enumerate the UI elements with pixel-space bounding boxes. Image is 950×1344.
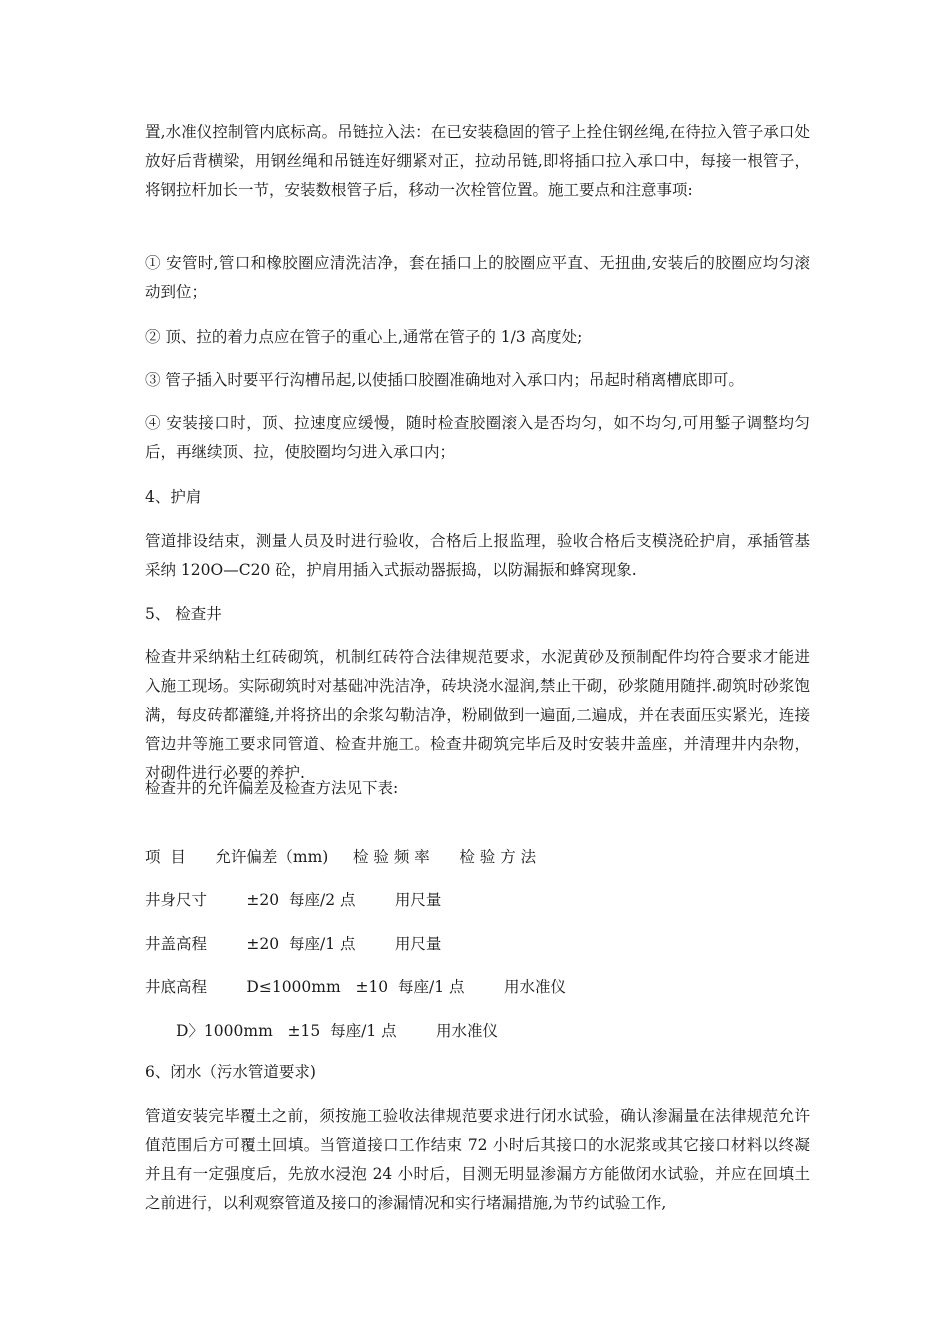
list-item-3: ③ 管子插入时要平行沟槽吊起,以使插口胶圈准确地对入承口内；吊起时稍离槽底即可。 bbox=[145, 371, 744, 389]
table-row: 井底高程 D≤1000mm ±10 每座/1 点 用水准仪 bbox=[145, 978, 566, 996]
paragraph-closed-water-test: 管道安装完毕覆土之前，须按施工验收法律规范要求进行闭水试验，确认渗漏量在法律规范允许值范围后方可覆土回填。当管道接口工作结束 72 小时后其接口的水泥浆或其它接口材料以终凝并且有一定强度后，先放水浸泡 24 小时后，目测无明显渗漏方方能做闭水试验，并应在回填土之前进行，以利观察管道及接口的渗漏情况和实行堵漏措施,为节约试验工作, bbox=[145, 1107, 810, 1212]
list-item-1: ① 安管时,管口和橡胶圈应清洗洁净，套在插口上的胶圈应平直、无扭曲,安装后的胶圈应均匀滚动到位； bbox=[145, 254, 810, 301]
paragraph-table-intro: 检查井的允许偏差及检查方法见下表: bbox=[145, 779, 399, 797]
paragraph-shoulder: 管道排设结束，测量人员及时进行验收，合格后上报监理，验收合格后支模浇砼护肩，承插管基采纳 120O—C20 砼，护肩用插入式振动器振捣，以防漏振和蜂窝现象. bbox=[145, 532, 810, 579]
paragraph-chain-pull-method: 置,水准仪控制管内底标高。吊链拉入法：在已安装稳固的管子上拴住钢丝绳,在待拉入管子承口处放好后背横梁，用钢丝绳和吊链连好绷紧对正，拉动吊链,即将插口拉入承口中，每接一根管子，将钢拉杆加长一节，安装数根管子后，移动一次栓管位置。施工要点和注意事项: bbox=[145, 123, 810, 199]
table-header-row: 项 目 允许偏差（mm) 检 验 频 率 检 验 方 法 bbox=[145, 848, 537, 866]
section-heading-5: 5、 检查井 bbox=[145, 605, 222, 623]
table-row: D〉1000mm ±15 每座/1 点 用水准仪 bbox=[176, 1022, 499, 1040]
list-item-2: ② 顶、拉的着力点应在管子的重心上,通常在管子的 1/3 高度处; bbox=[145, 328, 583, 346]
list-item-4: ④ 安装接口时，顶、拉速度应缓慢，随时检查胶圈滚入是否均匀，如不均匀,可用錾子调整均匀后，再继续顶、拉，使胶圈均匀进入承口内； bbox=[145, 414, 810, 461]
section-heading-4: 4、护肩 bbox=[145, 488, 202, 506]
table-row: 井身尺寸 ±20 每座/2 点 用尺量 bbox=[145, 891, 442, 909]
section-heading-6: 6、闭水（污水管道要求) bbox=[145, 1063, 316, 1081]
paragraph-inspection-well: 检查井采纳粘土红砖砌筑，机制红砖符合法律规范要求，水泥黄砂及预制配件均符合要求才能进入施工现场。实际砌筑时对基础冲洗洁净，砖块浇水湿润,禁止干砌，砂浆随用随拌.砌筑时砂浆饱满，每皮砖都灌缝,并将挤出的余浆勾勒洁净，粉刷做到一遍面,二遍成，并在表面压实紧光，连接管边井等施工要求同管道、检查井施工。检查井砌筑完毕后及时安装井盖座，并清理井内杂物，对砌件进行必要的养护. bbox=[145, 648, 810, 782]
table-row: 井盖高程 ±20 每座/1 点 用尺量 bbox=[145, 935, 442, 953]
